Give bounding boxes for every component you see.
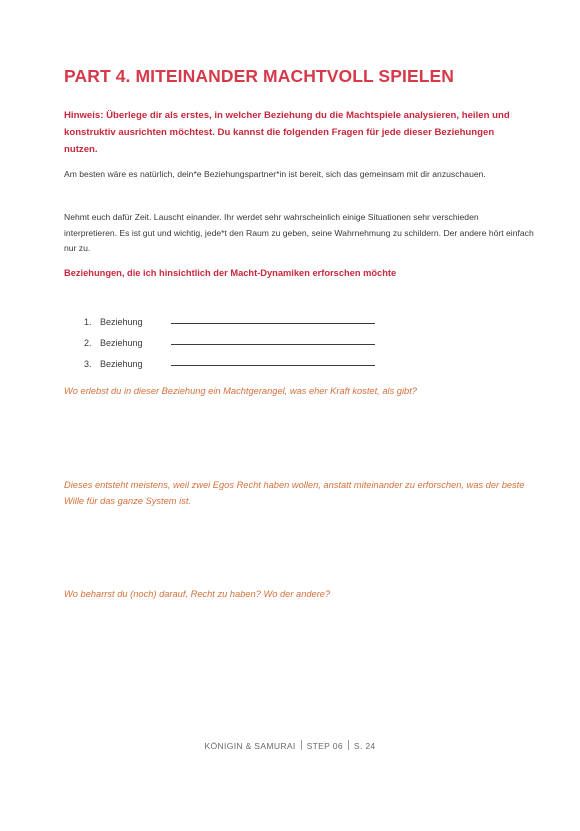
- relationship-item: [84, 348, 375, 369]
- footer-separator: [348, 740, 349, 750]
- question-power-struggle: Wo erlebst du in dieser Beziehung ein Machtgerangel, was eher Kraft kostet, als gibt?: [64, 386, 417, 396]
- footer-brand: KÖNIGIN & SAMURAI: [204, 741, 296, 751]
- page-footer: [0, 740, 580, 751]
- footer-page-number: S. 24: [353, 741, 376, 751]
- question-egos: Dieses entsteht meistens, weil zwei Egos Recht haben wollen, anstatt miteinander zu erforschen, was der beste Wille für das ganze System ist.: [64, 480, 525, 506]
- instruction-paragraph: Nehmt euch dafür Zeit. Lauscht einander. Ihr werdet sehr wahrscheinlich einige Situationen sehr verschieden interpretieren. Es ist gut und wichtig, jede*t den Raum zu geben, seine Wahrnehmung zu schildern. Der andere hört einfach nur zu.: [64, 212, 534, 253]
- relationship-item: [84, 327, 375, 348]
- question-being-right: Wo beharrst du (noch) darauf, Recht zu haben? Wo der andere?: [64, 589, 331, 599]
- relationship-list: [84, 306, 375, 369]
- relationship-item: [84, 306, 375, 327]
- page-title: PART 4. MITEINANDER MACHTVOLL SPIELEN: [64, 66, 455, 86]
- relationship-number: 3.: [84, 359, 92, 369]
- relationship-fill-line[interactable]: [171, 344, 375, 345]
- relationship-fill-line[interactable]: [171, 323, 375, 324]
- footer-separator: [301, 740, 302, 750]
- relationship-label: Beziehung: [100, 317, 143, 327]
- relationship-label: Beziehung: [100, 359, 143, 369]
- relationship-fill-line[interactable]: [171, 365, 375, 366]
- relationship-label: Beziehung: [100, 338, 143, 348]
- hint-text: Hinweis: Überlege dir als erstes, in welcher Beziehung du die Machtspiele analysieren, heilen und konstruktiv ausrichten möchtest. Du kannst die folgenden Fragen für jede dieser Beziehungen nutzen.: [64, 110, 510, 155]
- relationship-number: 1.: [84, 317, 92, 327]
- relationship-number: 2.: [84, 338, 92, 348]
- relationships-subheading: Beziehungen, die ich hinsichtlich der Macht-Dynamiken erforschen möchte: [64, 268, 397, 278]
- footer-step: STEP 06: [306, 741, 343, 751]
- intro-paragraph: Am besten wäre es natürlich, dein*e Beziehungspartner*in ist bereit, sich das gemeinsam mit dir anzuschauen.: [64, 169, 486, 179]
